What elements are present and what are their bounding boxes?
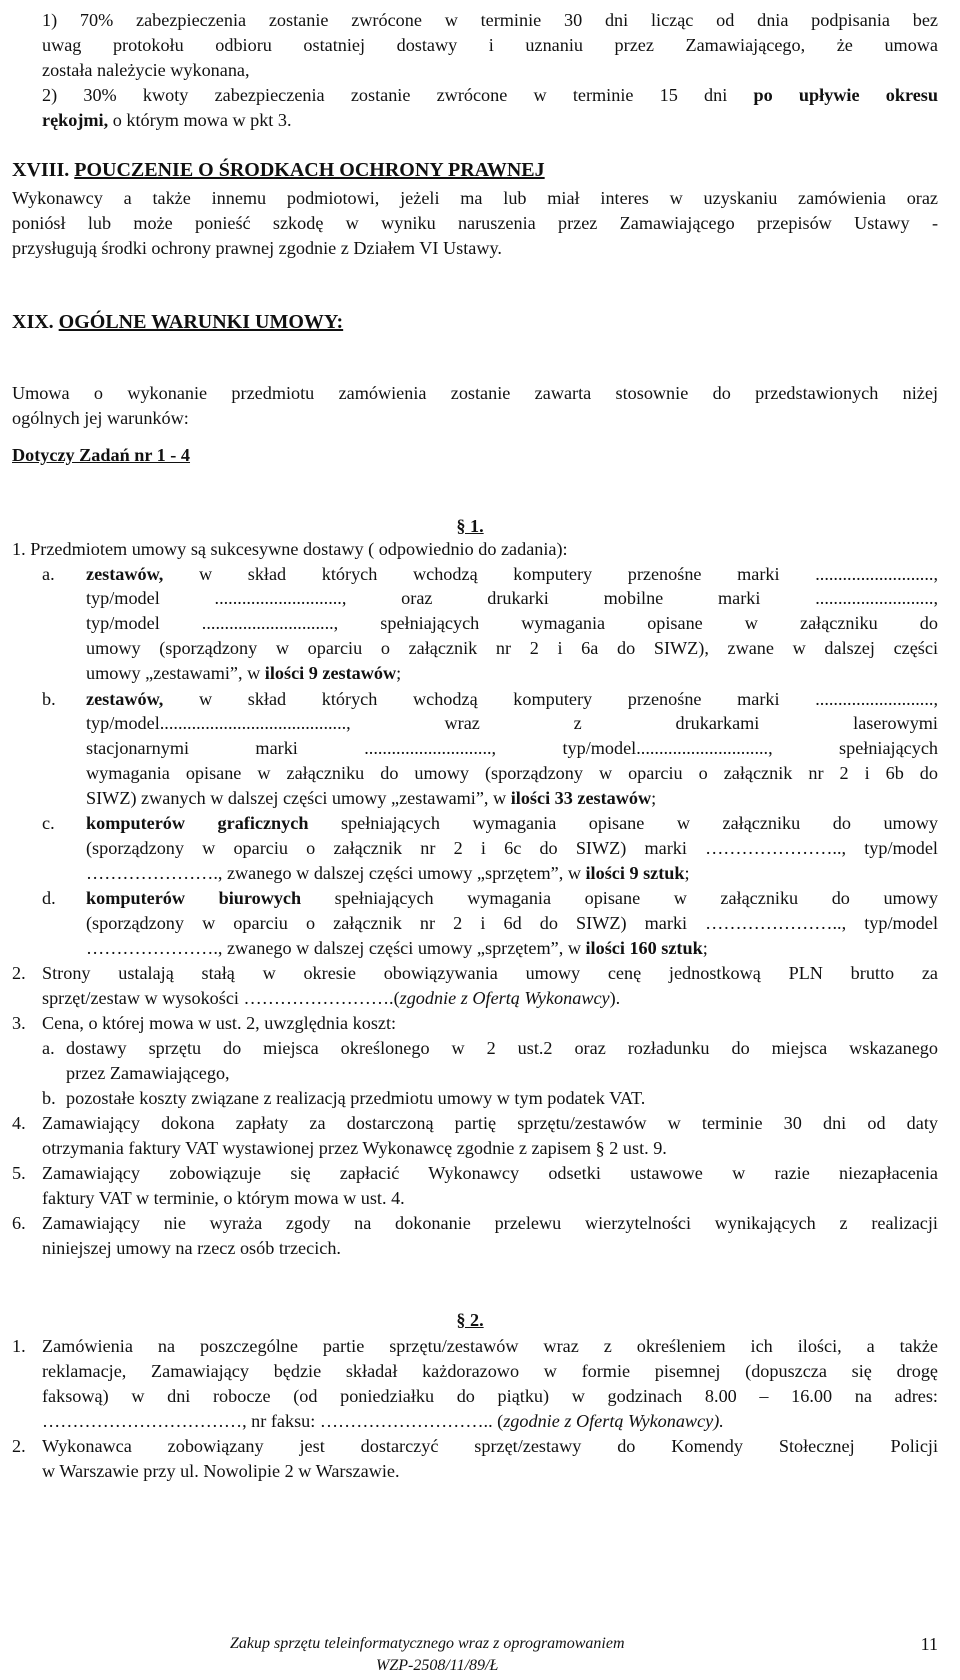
page-number: 11	[920, 1634, 938, 1654]
text-line: 2) 30% kwoty zabezpieczenia zostanie zwrócone w terminie 15 dni po upływie okresu	[42, 85, 938, 105]
list-label: d.	[42, 888, 56, 908]
section-heading: XVIII. POUCZENIE O ŚRODKACH OCHRONY PRAWNEJ	[12, 159, 545, 181]
footer-title: Zakup sprzętu teleinformatycznego wraz z oprogramowaniem	[230, 1635, 625, 1652]
list-label: 3.	[12, 1013, 26, 1033]
section-heading: XIX. OGÓLNE WARUNKI UMOWY:	[12, 311, 344, 333]
list-label: a.	[42, 564, 55, 584]
text-line: Strony ustalają stałą w okresie obowiązywania umowy cenę jednostkową PLN brutto za	[42, 963, 938, 983]
text-line: SIWZ) zwanych w dalszej części umowy „zestawami”, w ilości 33 zestawów;	[86, 788, 657, 808]
text-line: typ/model ............................, oraz drukarki mobilne marki ..........................,	[86, 588, 938, 608]
text-line: pozostałe koszty związane z realizacją przedmiotu umowy w tym podatek VAT.	[66, 1088, 646, 1108]
text-line: dostawy sprzętu do miejsca określonego w 2 ust.2 oraz rozładunku do miejsca wskazanego	[66, 1038, 938, 1058]
text-line: (sporządzony w oparciu o załącznik nr 2 i 6d do SIWZ) marki ………………….., typ/model	[86, 913, 938, 933]
text-line: (sporządzony w oparciu o załącznik nr 2 i 6c do SIWZ) marki ………………….., typ/model	[86, 838, 938, 858]
text-line: …………………., zwanego w dalszej części umowy „sprzętem”, w ilości 160 sztuk;	[86, 938, 708, 958]
text-line: typ/model........................................., wraz z drukarkami laserowymi	[86, 713, 938, 733]
text-line: ……………………………, nr faksu: ……………………….. (zgodnie z Ofertą Wykonawcy).	[42, 1411, 724, 1431]
text-line: ogólnych jej warunków:	[12, 408, 189, 428]
text-line: uwag protokołu odbioru ostatniej dostawy i uznaniu przez Zamawiającego, że umowa	[42, 35, 938, 55]
subheading: Dotyczy Zadań nr 1 - 4	[12, 445, 191, 465]
list-label: 4.	[12, 1113, 26, 1133]
text-line: Umowa o wykonanie przedmiotu zamówienia zostanie zawarta stosownie do przedstawionych niżej	[12, 383, 938, 403]
paragraph-title: § 1.	[456, 516, 484, 536]
text-line: 1) 70% zabezpieczenia zostanie zwrócone w terminie 30 dni licząc od dnia podpisania bez	[42, 10, 938, 30]
text-line: Cena, o której mowa w ust. 2, uwzględnia koszt:	[42, 1013, 397, 1033]
text-line: rękojmi, o którym mowa w pkt 3.	[42, 110, 292, 130]
text-line: zestawów, w skład których wchodzą komputery przenośne marki ..........................,	[86, 689, 938, 709]
text-line: Zamawiający zobowiązuje się zapłacić Wykonawcy odsetki ustawowe w razie niezapłacenia	[42, 1163, 938, 1183]
text-line: stacjonarnymi marki ............................, typ/model............................., spełniających	[86, 738, 938, 758]
text-line: typ/model ............................., spełniających wymagania opisane w załączniku do	[86, 613, 938, 633]
text-line: została należycie wykonana,	[42, 60, 250, 80]
text-line: komputerów biurowych spełniających wymagania opisane w załączniku do umowy	[86, 888, 939, 908]
text-line: w Warszawie przy ul. Nowolipie 2 w Warszawie.	[42, 1461, 400, 1481]
text-line: przysługują środki ochrony prawnej zgodnie z Działem VI Ustawy.	[12, 238, 502, 258]
text-line: 1. Przedmiotem umowy są sukcesywne dostawy ( odpowiednio do zadania):	[12, 539, 568, 559]
text-line: Wykonawcy a także innemu podmiotowi, jeżeli ma lub miał interes w uzyskaniu zamówienia oraz	[12, 188, 938, 208]
list-label: 2.	[12, 963, 26, 983]
footer-ref: WZP-2508/11/89/Ł	[376, 1657, 499, 1674]
text-line: otrzymania faktury VAT wystawionej przez Wykonawcę zgodnie z zapisem § 2 ust. 9.	[42, 1138, 667, 1158]
list-label: 1.	[12, 1336, 26, 1356]
text-line: reklamacje, Zamawiający będzie składał każdorazowo w formie pisemnej (dopuszcza się drogę	[42, 1361, 938, 1381]
text-line: sprzęt/zestaw w wysokości …………………….(zgodnie z Ofertą Wykonawcy).	[42, 988, 621, 1008]
paragraph-title: § 2.	[456, 1310, 484, 1330]
text-line: faktury VAT w terminie, o którym mowa w ust. 4.	[42, 1188, 405, 1208]
text-line: Zamówienia na poszczególne partie sprzętu/zestawów wraz z określeniem ich ilości, a także	[42, 1336, 938, 1356]
text-line: zestawów, w skład których wchodzą komputery przenośne marki ..........................,	[86, 564, 938, 584]
text-line: wymagania opisane w załączniku do umowy (sporządzony w oparciu o załącznik nr 2 i 6b do	[86, 763, 938, 783]
text-line: Zamawiający dokona zapłaty za dostarczoną partię sprzętu/zestawów w terminie 30 dni od daty	[42, 1113, 938, 1133]
list-label: c.	[42, 813, 55, 833]
text-line: Wykonawca zobowiązany jest dostarczyć sprzęt/zestawy do Komendy Stołecznej Policji	[42, 1436, 938, 1456]
text-line: umowy „zestawami”, w ilości 9 zestawów;	[86, 663, 402, 683]
text-line: komputerów graficznych spełniających wymagania opisane w załączniku do umowy	[86, 813, 939, 833]
list-label: b.	[42, 689, 56, 709]
text-line: niniejszej umowy na rzecz osób trzecich.	[42, 1238, 341, 1258]
list-label: 6.	[12, 1213, 26, 1233]
list-label: 2.	[12, 1436, 26, 1456]
list-label: b.	[42, 1088, 56, 1108]
text-line: …………………., zwanego w dalszej części umowy „sprzętem”, w ilości 9 sztuk;	[86, 863, 690, 883]
text-line: poniósł lub może ponieść szkodę w wyniku naruszenia przez Zamawiającego przepisów Ustawy -	[12, 213, 938, 233]
list-label: 5.	[12, 1163, 26, 1183]
text-line: faksową) w dni robocze (od poniedziałku do piątku) w godzinach 8.00 – 16.00 na adres:	[42, 1386, 938, 1406]
text-line: umowy (sporządzony w oparciu o załącznik nr 2 i 6a do SIWZ), zwane w dalszej części	[86, 638, 938, 658]
text-line: przez Zamawiającego,	[66, 1063, 230, 1083]
list-label: a.	[42, 1038, 55, 1058]
text-line: Zamawiający nie wyraża zgody na dokonanie przelewu wierzytelności wynikających z realizacji	[42, 1213, 938, 1233]
